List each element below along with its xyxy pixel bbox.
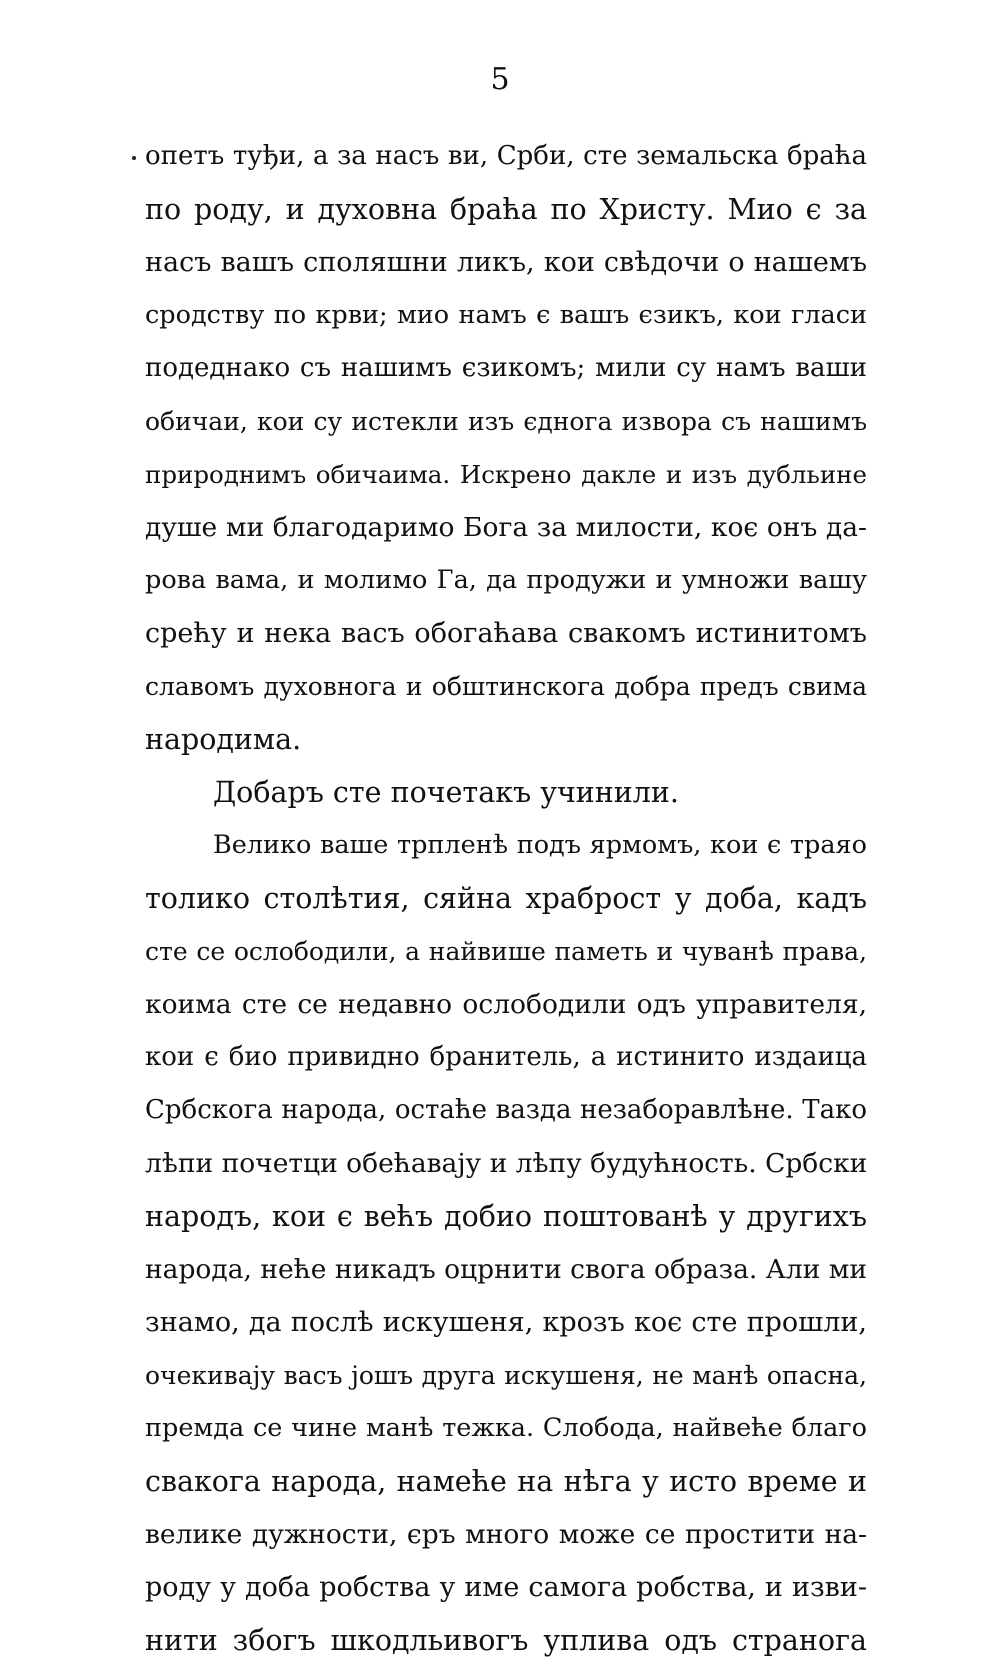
text-line: сте се ослободили, а найвише паметь и чуванѣ права, <box>145 937 867 966</box>
text-line: Добаръ сте почетакъ учинили. <box>213 776 679 809</box>
text-line: срећу и нека васъ обогаћава свакомъ истинитомъ <box>145 618 867 649</box>
text-line: лѣпи почетци обећавају и лѣпу будућность. Србски <box>145 1148 868 1179</box>
text-line: рова вама, и молимо Га, да продужи и умножи вашу <box>145 565 867 595</box>
body-text <box>145 130 867 1667</box>
text-line: кои є био привидно бранитель, а истинито издаица <box>145 1042 867 1072</box>
text-line: толико столѣтия, сяйна храброст у доба, кадъ <box>145 882 867 915</box>
text-line: сродству по крви; мио намъ є вашъ єзикъ, кои гласи <box>145 300 867 330</box>
text-line: очекивају васъ јошъ друга искушеня, не манѣ опасна, <box>145 1361 867 1390</box>
text-line: подеднако съ нашимъ єзикомъ; мили су намъ ваши <box>145 353 867 383</box>
text-line: роду у доба робства у име самога робства, и изви- <box>145 1572 867 1603</box>
text-line: народъ, кои є већъ добио поштованѣ у другихъ <box>145 1200 867 1233</box>
text-line: душе ми благодаримо Бога за милости, коє онъ да- <box>145 512 867 543</box>
text-line: по роду, и духовна браћа по Христу. Мио є за <box>145 193 867 226</box>
text-line: Србскога народа, остаће вазда незаборавлѣне. Тако <box>145 1095 867 1125</box>
text-line: славомъ духовнога и обштинскога добра предъ свима <box>145 672 867 701</box>
text-line: Велико ваше трпленѣ подъ ярмомъ, кои є траяо <box>213 830 867 860</box>
text-line: обичаи, кои су истекли изъ єднога извора съ нашимъ <box>145 407 867 436</box>
margin-dot <box>132 156 136 160</box>
text-line: природнимъ обичаима. Искрено дакле и изъ дубльине <box>145 460 867 489</box>
text-line: насъ вашъ споляшни ликъ, кои свѣдочи о нашемъ <box>145 247 867 278</box>
text-line: нити збогъ шкодльивогъ уплива одъ странога <box>145 1624 867 1657</box>
text-line: народа, неће никадъ оцрнити свога образа. Али ми <box>145 1254 868 1285</box>
text-line: знамо, да послѣ искушеня, крозъ коє сте прошли, <box>145 1307 867 1338</box>
text-line: велике дужности, єръ много може се простити на- <box>145 1519 867 1550</box>
text-line: коима сте се недавно ослободили одъ управителя, <box>145 989 867 1020</box>
text-line: опетъ туђи, а за насъ ви, Срби, сте земальска браћа <box>145 141 867 171</box>
page-number: 5 <box>490 62 510 97</box>
text-line: народима. <box>145 723 302 756</box>
text-line: премда се чине манѣ тежка. Слобода, найвеће благо <box>145 1413 867 1443</box>
text-line: свакога народа, намеће на нѣга у исто време и <box>145 1465 867 1498</box>
